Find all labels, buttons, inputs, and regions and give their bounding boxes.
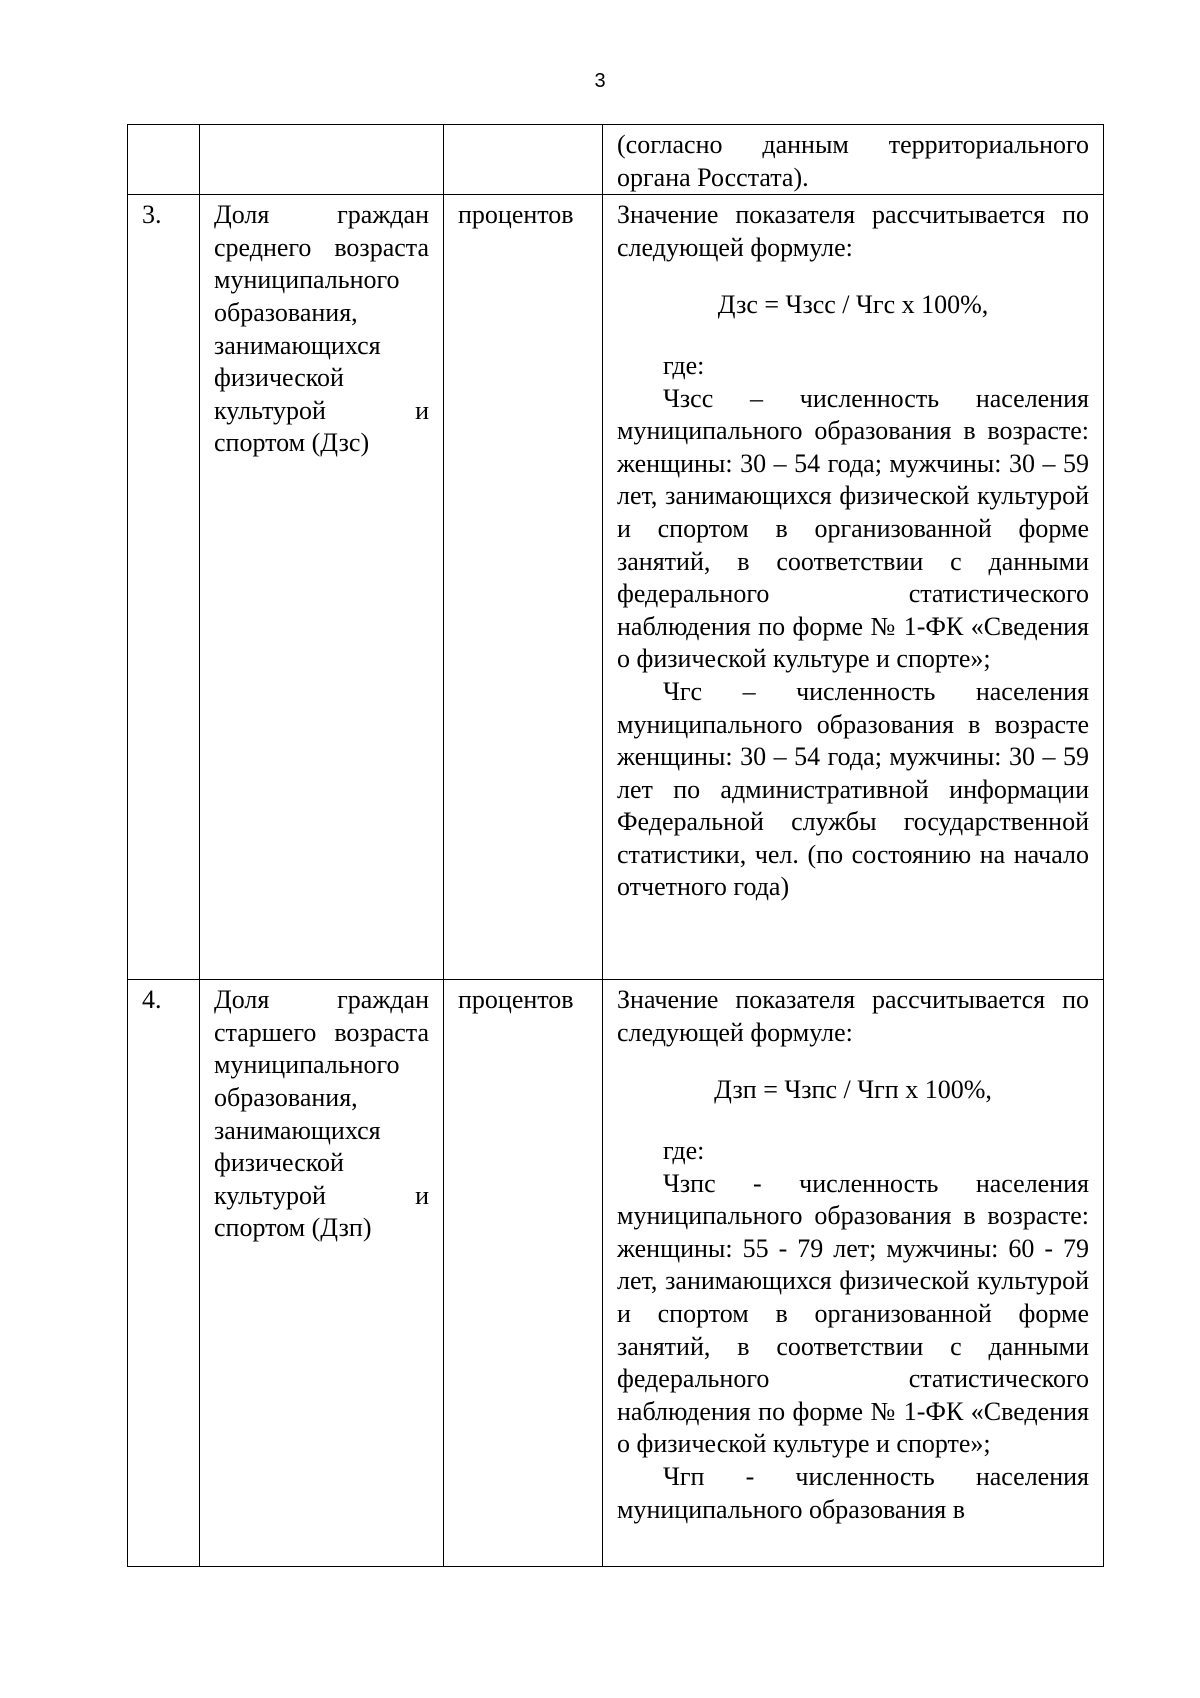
unit-of-measure: процентов	[444, 195, 603, 980]
name-cell	[200, 125, 444, 195]
unit-cell	[444, 125, 603, 195]
calculation-method-cell	[603, 980, 1104, 1567]
indicator-name: Доля граждан среднего возраста муниципального образования, занимающихся физической культурой и спортом (Дзс)	[214, 200, 429, 458]
indicator-name-cell	[200, 980, 444, 1567]
unit-of-measure: процентов	[444, 980, 603, 1567]
formula: Дзс = Чзсс / Чгс х 100%,	[717, 290, 989, 320]
where-label: где:	[663, 350, 705, 380]
table-row	[128, 195, 1104, 980]
table-row-continuation	[128, 125, 1104, 195]
description-cell	[603, 125, 1104, 195]
continuation-text: (согласно данным территориального органа Росстата).	[617, 130, 1089, 192]
table-row	[128, 980, 1104, 1567]
variable-definition: Чгс – численность населения муниципального образования в возрасте женщины: 30 – 54 года; мужчины: 30 – 59 лет по административной информации Федеральной службы государственной статистики, чел. (по состоянию на начало отчетного года)	[617, 676, 1089, 902]
where-label: где:	[663, 1135, 705, 1165]
variable-definition: Чгп - численность населения муниципального образования в	[617, 1461, 1089, 1524]
row-number: 3.	[128, 195, 200, 980]
page-number: 3	[594, 70, 606, 92]
formula-intro: Значение показателя рассчитывается по следующей формуле:	[617, 200, 1089, 262]
indicators-table	[127, 124, 1104, 1567]
variable-definition: Чзпс - численность населения муниципального образования в возрасте: женщины: 55 - 79 лет; мужчины: 60 - 79 лет, занимающихся физической культурой и спортом в организованной форме занятий, в соответствии с данными федерального статистического наблюдения по форме № 1-ФК «Сведения о физической культуре и спорте»;	[617, 1168, 1089, 1459]
variable-definition: Чзсс – численность населения муниципального образования в возрасте: женщины: 30 – 54 года; мужчины: 30 – 59 лет, занимающихся физической культурой и спортом в организованной форме занятий, в соответствии с данными федерального статистического наблюдения по форме № 1-ФК «Сведения о физической культуре и спорте»;	[617, 383, 1089, 674]
formula: Дзп = Чзпс / Чгп х 100%,	[714, 1075, 992, 1105]
row-number: 4.	[128, 980, 200, 1567]
calculation-method-cell	[603, 195, 1104, 980]
indicator-name-cell	[200, 195, 444, 980]
formula-intro: Значение показателя рассчитывается по следующей формуле:	[617, 985, 1089, 1047]
number-cell	[128, 125, 200, 195]
indicator-name: Доля граждан старшего возраста муниципального образования, занимающихся физической культурой и спортом (Дзп)	[214, 985, 429, 1243]
